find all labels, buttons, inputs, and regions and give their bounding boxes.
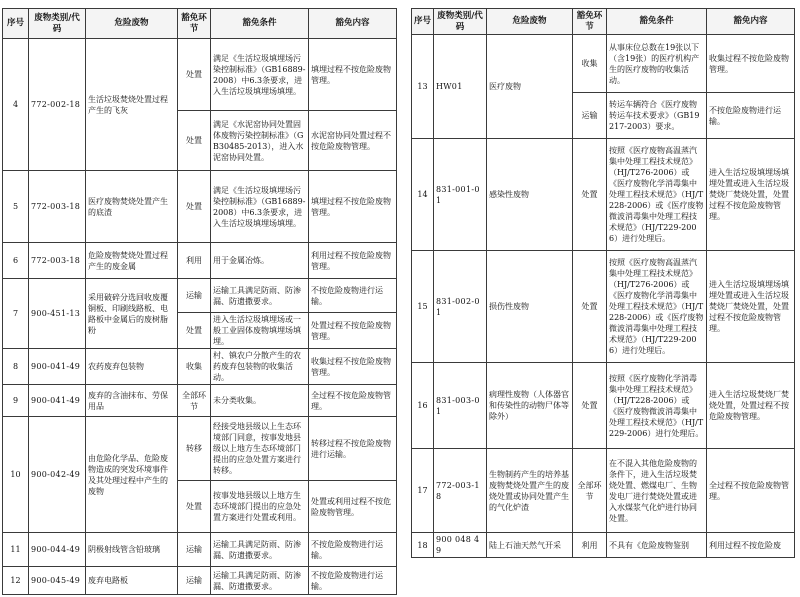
exempt-content: 利用过程不按危险废 [707, 533, 795, 558]
content-header: 豁免内容 [309, 9, 397, 39]
exempt-stage: 利用 [573, 533, 607, 558]
row-number: 13 [412, 35, 434, 139]
exempt-condition: 不具有《危险废物鉴别 [607, 533, 707, 558]
exempt-condition: 在不混入其他危险废物的条件下，进入生活垃圾焚烧处置、燃煤电厂、生物发电厂进行焚烧处置或进入水煤浆气化炉进行协同处置。 [607, 449, 707, 533]
exempt-content: 转移过程不按危险废物进行运输。 [309, 417, 397, 481]
exempt-stage: 处置 [178, 111, 211, 171]
waste-code: 831-003-01 [434, 363, 487, 449]
waste-code: 900 048 49 [434, 533, 487, 558]
exempt-condition: 进入生活垃圾填埋场或一般工业固体废物填埋场填埋。 [211, 313, 309, 349]
exempt-content: 不按危险废物进行运输。 [309, 567, 397, 595]
waste-code: 831-002-01 [434, 251, 487, 363]
exempt-condition: 从事床位总数在19张以下（含19张）的医疗机构产生的医疗废物的收集活动。 [607, 35, 707, 93]
seq-header: 序号 [412, 9, 434, 35]
exempt-condition: 满足《生活垃圾填埋场污染控制标准》（GB16889-2008）中6.3条要求，进入生活垃圾填埋场填埋。 [211, 171, 309, 243]
waste-name: 生物制药产生的培养基废物焚烧处置产生的废烧处置或协同处置产生的气化炉渣 [487, 449, 573, 533]
waste-code: HW01 [434, 35, 487, 139]
exempt-condition: 村、镇农户分散产生的农药废弃包装物的收集活动。 [211, 349, 309, 385]
row-number: 18 [412, 533, 434, 558]
waste-name: 农药废弃包装物 [86, 349, 178, 385]
table-row [3, 243, 397, 279]
waste-name: 采用破碎分选回收废覆铜板、印刷线路板、电路板中金属后的废树脂粉 [86, 279, 178, 349]
condition-header: 豁免条件 [211, 9, 309, 39]
exempt-condition: 按照《医疗废物高温蒸汽集中处理工程技术规范》（HJ/T276-2006）或《医疗废物化学消毒集中处理工程技术规范》（HJ/T228-2006）或《医疗废物微波消毒集中处理工程技术规范》（HJ/T229-2006）进行处理后。 [607, 139, 707, 251]
exempt-stage: 运输 [573, 93, 607, 139]
row-number: 4 [3, 39, 29, 171]
waste-name: 生活垃圾焚烧处置过程产生的飞灰 [86, 39, 178, 171]
table-row [412, 139, 795, 251]
stage-header: 豁免环节 [178, 9, 211, 39]
exempt-condition: 转运车辆符合《医疗废物转运车技术要求》（GB19217-2003）要求。 [607, 93, 707, 139]
waste-code: 900-042-49 [29, 417, 86, 533]
exempt-stage: 运输 [178, 533, 211, 567]
waste-name: 陆上石油天然气开采 [487, 533, 573, 558]
exempt-stage: 处置 [178, 171, 211, 243]
exempt-stage: 处置 [573, 251, 607, 363]
waste-name: 废弃电路板 [86, 567, 178, 595]
exempt-condition: 运输工具满足防雨、防渗漏、防遗撒要求。 [211, 533, 309, 567]
exempt-condition: 运输工具满足防雨、防渗漏、防遗撒要求。 [211, 567, 309, 595]
exempt-condition: 经接受地县级以上生态环境部门同意，按事发地县级以上地方生态环境部门提出的应急处置方案进行转移。 [211, 417, 309, 481]
exempt-stage: 转移 [178, 417, 211, 481]
waste-name: 损伤性废物 [487, 251, 573, 363]
row-number: 16 [412, 363, 434, 449]
waste-header: 危险废物 [86, 9, 178, 39]
row-number: 15 [412, 251, 434, 363]
exempt-stage: 利用 [178, 243, 211, 279]
left-waste-table [2, 8, 397, 595]
waste-name: 医疗废物焚烧处置产生的底渣 [86, 171, 178, 243]
waste-code: 772-003-18 [434, 449, 487, 533]
row-number: 7 [3, 279, 29, 349]
table-row [3, 349, 397, 385]
table-row [3, 567, 397, 595]
table-row [412, 251, 795, 363]
waste-name: 医疗废物 [487, 35, 573, 139]
waste-code: 772-002-18 [29, 39, 86, 171]
waste-code: 772-003-18 [29, 243, 86, 279]
exempt-stage: 全部环节 [178, 385, 211, 417]
exempt-content: 利用过程不按危险废物管理。 [309, 243, 397, 279]
waste-code: 900-044-49 [29, 533, 86, 567]
row-number: 17 [412, 449, 434, 533]
exempt-content: 填埋过程不按危险废物管理。 [309, 171, 397, 243]
waste-name: 阴极射线管含铅玻璃 [86, 533, 178, 567]
exempt-stage: 运输 [178, 567, 211, 595]
exempt-condition: 按照《医疗废物高温蒸汽集中处理工程技术规范》（HJ/T276-2006）或《医疗废物化学消毒集中处理工程技术规范》（HJ/T228-2006）或《医疗废物微波消毒集中处理工程技术规范》（HJ/T229-2006）进行处理后。 [607, 251, 707, 363]
right-page [411, 8, 795, 558]
exempt-stage: 收集 [178, 349, 211, 385]
table-row [412, 35, 795, 93]
right-waste-table [411, 8, 795, 558]
exempt-content: 处置或利用过程不按危险废物管理。 [309, 481, 397, 533]
table-row [3, 171, 397, 243]
waste-header: 危险废物 [487, 9, 573, 35]
exempt-content: 进入生活垃圾填埋场填埋处置或进入生活垃圾焚烧厂焚烧处置，处置过程不按危险废物管理。 [707, 139, 795, 251]
table-row [3, 385, 397, 417]
waste-name: 危险废物焚烧处置过程产生的废金属 [86, 243, 178, 279]
exempt-content: 填埋过程不按危险废物管理。 [309, 39, 397, 111]
exempt-content: 全过程不按危险废物管理。 [309, 385, 397, 417]
table-row [3, 279, 397, 313]
waste-code: 831-001-01 [434, 139, 487, 251]
header-row [412, 9, 795, 35]
exempt-content: 进入生活垃圾焚烧厂焚烧处置，处置过程不按危险废物管理。 [707, 363, 795, 449]
exempt-content: 收集过程不按危险废物管理。 [707, 35, 795, 93]
exempt-stage: 处置 [178, 313, 211, 349]
row-number: 8 [3, 349, 29, 385]
row-number: 5 [3, 171, 29, 243]
exempt-content: 处置过程不按危险废物管理。 [309, 313, 397, 349]
row-number: 9 [3, 385, 29, 417]
exempt-content: 进入生活垃圾填埋场填埋处置或进入生活垃圾焚烧厂焚烧处置，处置过程不按危险废物管理。 [707, 251, 795, 363]
table-row [412, 533, 795, 558]
exempt-condition: 用于金属冶炼。 [211, 243, 309, 279]
table-row [3, 533, 397, 567]
waste-name: 废弃的含油抹布、劳保用品 [86, 385, 178, 417]
exempt-condition: 满足《生活垃圾填埋场污染控制标准》（GB16889-2008）中6.3条要求，进入生活垃圾填埋场填埋。 [211, 39, 309, 111]
category-header: 废物类别/代码 [29, 9, 86, 39]
exempt-content: 全过程不按危险废物管理。 [707, 449, 795, 533]
left-page [2, 8, 397, 595]
category-header: 废物类别/代码 [434, 9, 487, 35]
table-row [3, 417, 397, 481]
table-row [412, 449, 795, 533]
waste-code: 900-045-49 [29, 567, 86, 595]
row-number: 6 [3, 243, 29, 279]
exempt-stage: 全部环节 [573, 449, 607, 533]
exempt-condition: 满足《水泥窑协同处置固体废物污染控制标准》（GB30485-2013），进入水泥窑协同处置。 [211, 111, 309, 171]
exempt-content: 收集过程不按危险废物管理。 [309, 349, 397, 385]
content-header: 豁免内容 [707, 9, 795, 35]
waste-name: 病理性废物（人体器官和传染性的动物尸体等除外） [487, 363, 573, 449]
table-row [412, 363, 795, 449]
row-number: 14 [412, 139, 434, 251]
seq-header: 序号 [3, 9, 29, 39]
exempt-content: 不按危险废物进行运输。 [309, 533, 397, 567]
waste-code: 900-041-49 [29, 349, 86, 385]
condition-header: 豁免条件 [607, 9, 707, 35]
exempt-content: 不按危险废物进行运输。 [309, 279, 397, 313]
waste-code: 900-041-49 [29, 385, 86, 417]
table-row [3, 39, 397, 111]
exempt-condition: 未分类收集。 [211, 385, 309, 417]
exempt-stage: 处置 [178, 39, 211, 111]
exempt-content: 不按危险废物进行运输。 [707, 93, 795, 139]
exempt-stage: 处置 [178, 481, 211, 533]
exempt-stage: 收集 [573, 35, 607, 93]
exempt-condition: 按事发地县级以上地方生态环境部门提出的应急处置方案进行处置或利用。 [211, 481, 309, 533]
exempt-condition: 按照《医疗废物化学消毒集中处理工程技术规范》（HJ/T228-2006）或《医疗废物微波消毒集中处理工程技术规范》（HJ/T229-2006）进行处理后。 [607, 363, 707, 449]
exempt-condition: 运输工具满足防雨、防渗漏、防遗撒要求。 [211, 279, 309, 313]
exempt-stage: 处置 [573, 139, 607, 251]
waste-code: 900-451-13 [29, 279, 86, 349]
row-number: 10 [3, 417, 29, 533]
exempt-stage: 处置 [573, 363, 607, 449]
row-number: 11 [3, 533, 29, 567]
waste-name: 感染性废物 [487, 139, 573, 251]
exempt-content: 水泥窑协同处置过程不按危险废物管理。 [309, 111, 397, 171]
stage-header: 豁免环节 [573, 9, 607, 35]
waste-code: 772-003-18 [29, 171, 86, 243]
waste-name: 由危险化学品、危险废物造成的突发环境事件及其处理过程中产生的废物 [86, 417, 178, 533]
exempt-stage: 运输 [178, 279, 211, 313]
header-row [3, 9, 397, 39]
row-number: 12 [3, 567, 29, 595]
